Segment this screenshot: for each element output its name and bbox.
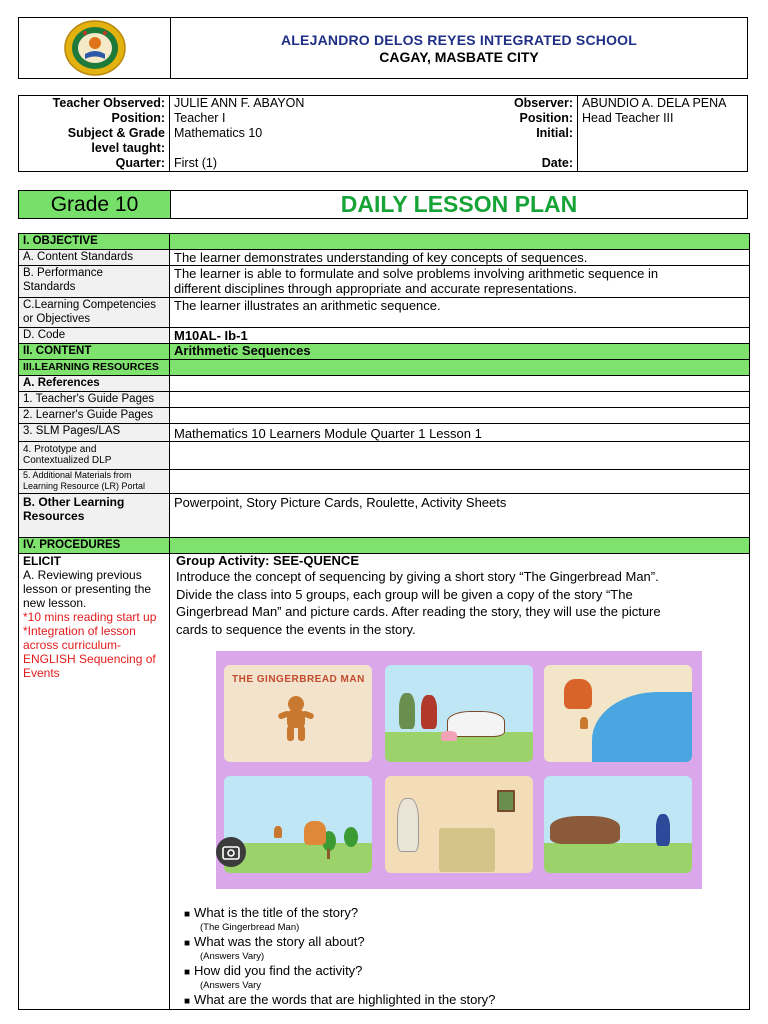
procedures-heading-blank [170,538,750,554]
old-woman-figure [399,693,415,729]
content-standards-label: A. Content Standards [19,250,170,266]
subject-label-line1: Subject & Grade [67,126,165,140]
fox-figure [564,679,592,709]
discussion-questions [184,905,745,1009]
elicit-right-cell [170,554,750,1010]
learning-resources-blank [170,360,750,376]
competencies-label-line2: or Objectives [23,313,91,325]
answer-3: (Answers Vary [200,980,262,991]
river-shape [592,692,692,762]
date-value [578,156,748,172]
camera-icon [222,844,240,860]
slm-label: 3. SLM Pages/LAS [19,424,170,442]
school-seal-logo [63,20,127,76]
picture-card-cat [224,776,372,873]
competencies-label [19,298,170,328]
other-resources-label [19,494,170,538]
prototype-value [170,442,750,470]
performance-standards-value [170,266,750,298]
slm-value: Mathematics 10 Learners Module Quarter 1 Lesson 1 [170,424,750,442]
subject-label-line2: level taught: [91,141,165,155]
question-3 [184,963,745,980]
school-name: ALEJANDRO DELOS REYES INTEGRATED SCHOOL [280,31,638,48]
tree-icon [344,827,358,847]
question-1 [184,905,745,922]
performance-line2: different disciplines through appropriate and accurate representations. [174,281,578,296]
grade-label: Grade 10 [19,191,171,218]
bullet-icon: ■ [184,996,191,1007]
picture-card-chase [385,665,533,762]
school-header [18,17,748,79]
wall-frame [497,790,515,812]
prototype-label-line2: Contextualized DLP [23,455,112,466]
gingerbread-man-icon [276,695,316,743]
small-gingerbread-figure [274,826,282,838]
subject-grade-label [19,126,170,156]
additional-materials-value [170,470,750,494]
question-3-text: How did you find the activity? [194,963,363,978]
references-value [170,376,750,392]
prototype-label-line1: 4. Prototype and [23,444,97,455]
animals-group [550,816,620,844]
elicit-heading: ELICIT [23,554,61,568]
school-city: CAGAY, MASBATE CITY [379,48,539,65]
content-value: Arithmetic Sequences [170,344,750,360]
initial-label: Initial: [486,126,578,156]
bullet-icon: ■ [184,938,191,949]
teacher-observed-label: Teacher Observed: [19,96,170,112]
document-title: DAILY LESSON PLAN [340,191,578,217]
oven-figure [439,828,495,872]
position-label: Position: [19,111,170,126]
competencies-label-line1: C.Learning Competencies [23,299,156,311]
procedures-heading: IV. PROCEDURES [19,538,170,554]
observer-label: Observer: [486,96,578,112]
pig-figure [441,731,457,741]
card-title-text: THE GINGERBREAD MAN [232,674,365,685]
code-label: D. Code [19,328,170,344]
references-label: A. References [19,376,170,392]
performance-label-line2: Standards [23,281,76,293]
paragraph-line-4: cards to sequence the events in the story. [176,621,416,637]
red-note-5: Events [23,666,60,680]
picture-card-title [224,665,372,762]
elicit-desc-3: new lesson. [23,596,87,610]
performance-label-line1: B. Performance [23,267,103,279]
objective-heading: I. OBJECTIVE [19,234,170,250]
tree-trunk [327,849,330,859]
other-label-line2: Resources [23,509,85,523]
cat-figure [304,821,326,845]
observer-value: ABUNDIO A. DELA PENA [582,96,727,110]
red-note-4: ENGLISH Sequencing of [23,652,156,666]
teachers-guide-label: 1. Teacher's Guide Pages [19,392,170,408]
question-4-text: What are the words that are highlighted in the story? [194,992,496,1007]
image-search-icon[interactable] [216,837,246,867]
school-title [171,18,747,78]
teacher-observed-value: JULIE ANN F. ABAYON [174,96,305,110]
paragraph-line-2: Divide the class into 5 groups, each group will be given a copy of the story “The [176,586,633,602]
picture-card-chase-2 [544,776,692,873]
activity-paragraph [176,568,745,638]
question-4 [184,992,745,1009]
question-2 [184,934,745,951]
code-value: M10AL- Ib-1 [170,328,750,344]
red-note-3: across curriculum- [23,638,122,652]
objective-heading-blank [170,234,750,250]
question-2-text: What was the story all about? [194,934,365,949]
red-note-1: *10 mins reading start up [23,610,157,624]
picture-card-fox [544,665,692,762]
story-picture-cards [216,651,702,889]
red-note-2: *Integration of lesson [23,624,136,638]
bullet-icon: ■ [184,967,191,978]
position-value: Teacher I [174,111,226,125]
elicit-desc-2: lesson or presenting the [23,582,152,596]
performance-standards-label [19,266,170,298]
answer-1: (The Gingerbread Man) [200,922,300,933]
paragraph-line-3: Gingerbread Man” and picture cards. After reading the story, they will use the picture [176,604,661,619]
answer-2: (Answers Vary) [200,951,265,962]
picture-card-kitchen [385,776,533,873]
initial-value [578,126,748,156]
date-label: Date: [486,156,578,172]
performance-line1: The learner is able to formulate and solve problems involving arithmetic sequence in [174,266,659,281]
observer-position-value: Head Teacher III [582,111,674,125]
old-man-figure [421,695,437,729]
additional-materials-label [19,470,170,494]
competencies-value: The learner illustrates an arithmetic sequence. [170,298,750,328]
activity-title: Group Activity: SEE-QUENCE [176,553,359,568]
boy-figure [656,814,670,846]
logo-cell [19,18,171,78]
learners-guide-value [170,408,750,424]
other-resources-value: Powerpoint, Story Picture Cards, Roulette, Activity Sheets [170,494,750,538]
question-1-text: What is the title of the story? [194,905,359,920]
card-ground [224,843,372,873]
elicit-desc-1: A. Reviewing previous [23,568,142,582]
card-ground [544,843,692,873]
observation-info-table [18,95,748,172]
small-gingerbread-figure [580,717,588,729]
learners-guide-label: 2. Learner's Guide Pages [19,408,170,424]
other-label-line1: B. Other Learning [23,495,125,509]
quarter-value: First (1) [174,156,218,170]
observer-position-label: Position: [486,111,578,126]
prototype-label [19,442,170,470]
learning-resources-heading: III.LEARNING RESOURCES [19,360,170,376]
old-woman-figure [397,798,419,852]
teachers-guide-value [170,392,750,408]
content-standards-value: The learner demonstrates understanding of key concepts of sequences. [170,250,750,266]
additional-label-line1: 5. Additional Materials from [23,470,132,480]
subject-value: Mathematics 10 [174,126,263,140]
additional-label-line2: Learning Resource (LR) Portal [23,481,146,491]
quarter-label: Quarter: [19,156,170,172]
paragraph-line-1: Introduce the concept of sequencing by giving a short story “The Gingerbread Man”. [176,569,659,584]
bullet-icon: ■ [184,909,191,920]
lesson-plan-table [18,233,750,1010]
elicit-left-cell [19,554,170,1010]
grade-title-bar [18,190,748,219]
content-heading: II. CONTENT [19,344,170,360]
